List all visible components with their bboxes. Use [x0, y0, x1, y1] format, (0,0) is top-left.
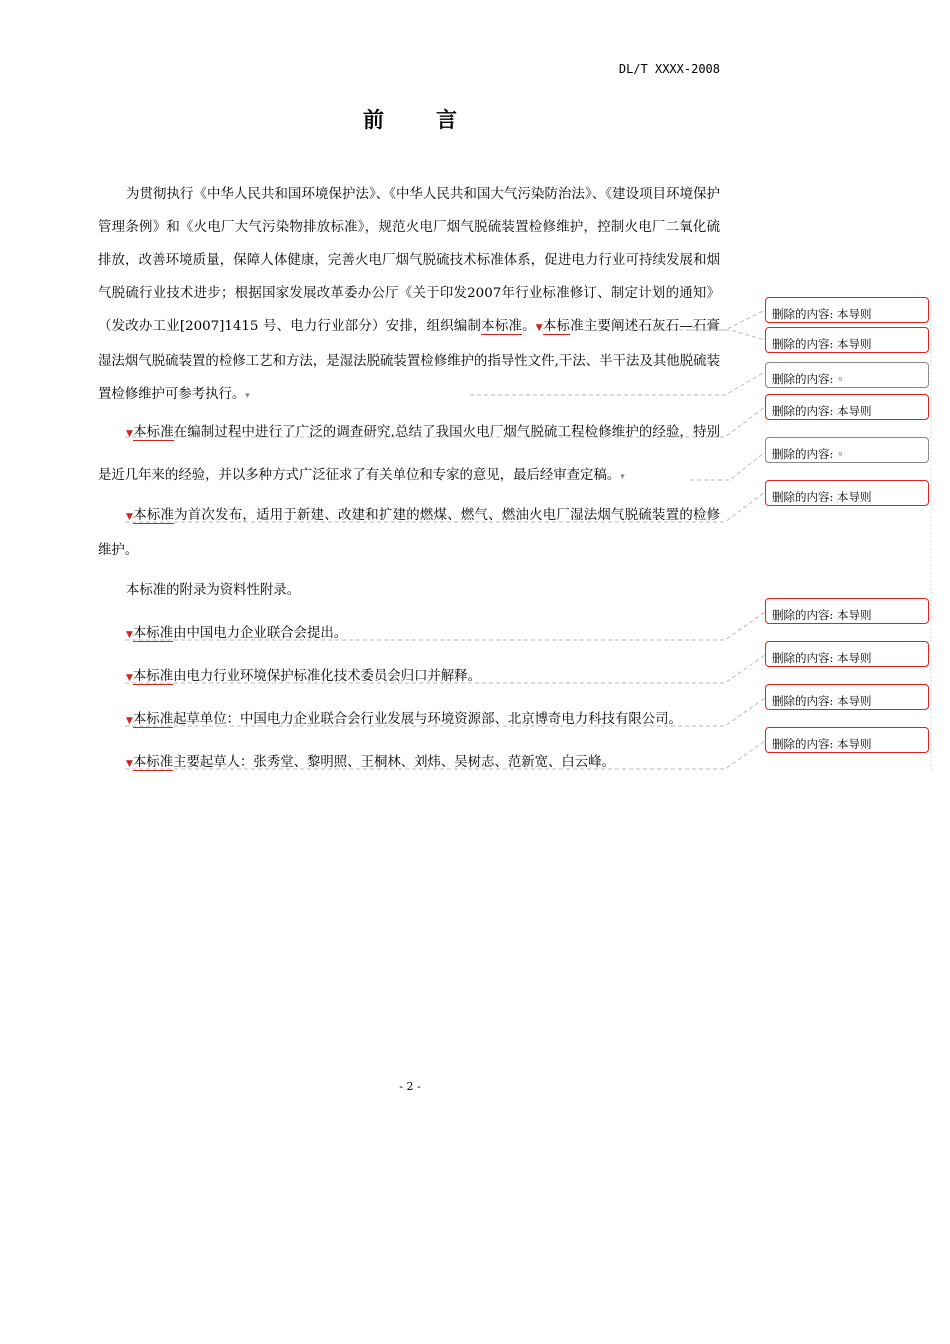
deletion-balloon[interactable]: 删除的内容: 本导则	[765, 598, 929, 624]
paragraph-3-text: 为首次发布，适用于新建、改建和扩建的燃煤、燃气、燃油火电厂湿法烟气脱硫装置的检修维护。	[98, 508, 721, 558]
deletion-balloon[interactable]: 删除的内容: ◦	[765, 437, 929, 463]
leader-line	[125, 698, 765, 726]
revision-caret-icon: ▼	[126, 429, 134, 439]
page-title: 前言	[363, 107, 509, 132]
page-number: - 2 -	[399, 1080, 421, 1093]
leader-line	[125, 741, 765, 769]
paragraph-7-text: 起草单位：中国电力企业联合会行业发展与环境资源部、北京博奇电力科技有限公司。	[173, 712, 682, 727]
deletion-balloon[interactable]: 删除的内容: 本导则	[765, 641, 929, 667]
paragraph-mark-icon: ▾	[245, 391, 250, 401]
revision-caret-icon: ▼	[126, 759, 133, 769]
inserted-text[interactable]: 本标准	[133, 425, 174, 440]
inserted-text[interactable]: 本标准	[132, 712, 174, 727]
leader-line	[125, 407, 765, 437]
revision-caret-icon: ▼	[126, 512, 134, 522]
inserted-text[interactable]: 本标准	[133, 508, 175, 523]
inserted-text[interactable]: 本标准	[481, 319, 523, 334]
paragraph-1-text-b: 准主要阐述石灰石—石膏湿法烟气脱硫装置的检修工艺和方法，是湿法脱硫装置检修维护的指导性文件,干法、半干法及其他脱硫装置检修维护可参考执行。	[98, 319, 720, 402]
paragraph-2-text: 在编制过程中进行了广泛的调查研究,总结了我国火电厂烟气脱硫工程检修维护的经验，特别是近几年来的经验，并以多种方式广泛征求了有关单位和专家的意见，最后经审查定稿。	[98, 425, 721, 483]
revision-caret-icon: ▼	[126, 716, 133, 726]
leader-line	[690, 330, 765, 340]
deletion-balloon[interactable]: 删除的内容: 本导则	[765, 327, 929, 353]
leader-line	[125, 492, 765, 522]
inserted-text[interactable]: 本标准	[132, 755, 174, 770]
revision-caret-icon: ▼	[126, 673, 133, 683]
deletion-balloon[interactable]: 删除的内容: 本导则	[765, 394, 929, 420]
inserted-text[interactable]: 本标准	[132, 626, 174, 641]
revision-caret-icon: ▼	[535, 323, 543, 333]
paragraph-8-text: 主要起草人：张秀堂、黎明照、王桐林、刘炜、吴树志、范新宽、白云峰。	[173, 755, 615, 770]
inserted-text[interactable]: 本标	[542, 319, 571, 334]
deletion-balloon[interactable]: 删除的内容: 本导则	[765, 297, 929, 323]
paragraph-1-sep: 。	[522, 319, 536, 334]
document-code: DL/T XXXX-2008	[618, 62, 720, 76]
deletion-balloon[interactable]: 删除的内容: 本导则	[765, 727, 929, 753]
deletion-balloon[interactable]: 删除的内容: 本导则	[765, 684, 929, 710]
leader-line	[125, 612, 765, 640]
paragraph-1-text-a: 为贯彻执行《中华人民共和国环境保护法》、《中华人民共和国大气污染防治法》、《建设项目环境保护管理条例》和《火电厂大气污染物排放标准》，规范火电厂烟气脱硫装置检修维护，控制火电厂二氧化硫排放，改善环境质量，保障人体健康，完善火电厂烟气脱硫技术标准体系，促进电力行业可持续发展和烟气脱硫行业技术进步；根据国家发展改革委办公厅《关于印发2007年行业标准修订、制定计划的通知》（发改办工业[2007]1415 号、电力行业部分）安排，组织编制	[98, 187, 720, 334]
inserted-text[interactable]: 本标准	[132, 669, 174, 684]
leader-line	[630, 310, 765, 330]
leader-line	[690, 452, 765, 480]
paragraph-4-text: 本标准的附录为资料性附录。	[126, 583, 301, 598]
paragraph-mark-icon: ▾	[620, 472, 625, 482]
deletion-balloon[interactable]: 删除的内容: 本导则	[765, 480, 929, 506]
leader-line	[470, 372, 765, 395]
paragraph-5-text: 由中国电力企业联合会提出。	[173, 626, 348, 641]
revision-caret-icon: ▼	[126, 630, 133, 640]
deletion-balloon[interactable]: 删除的内容: ◦	[765, 362, 929, 388]
leader-line	[125, 655, 765, 683]
paragraph-6-text: 由电力行业环境保护标准化技术委员会归口并解释。	[173, 669, 482, 684]
